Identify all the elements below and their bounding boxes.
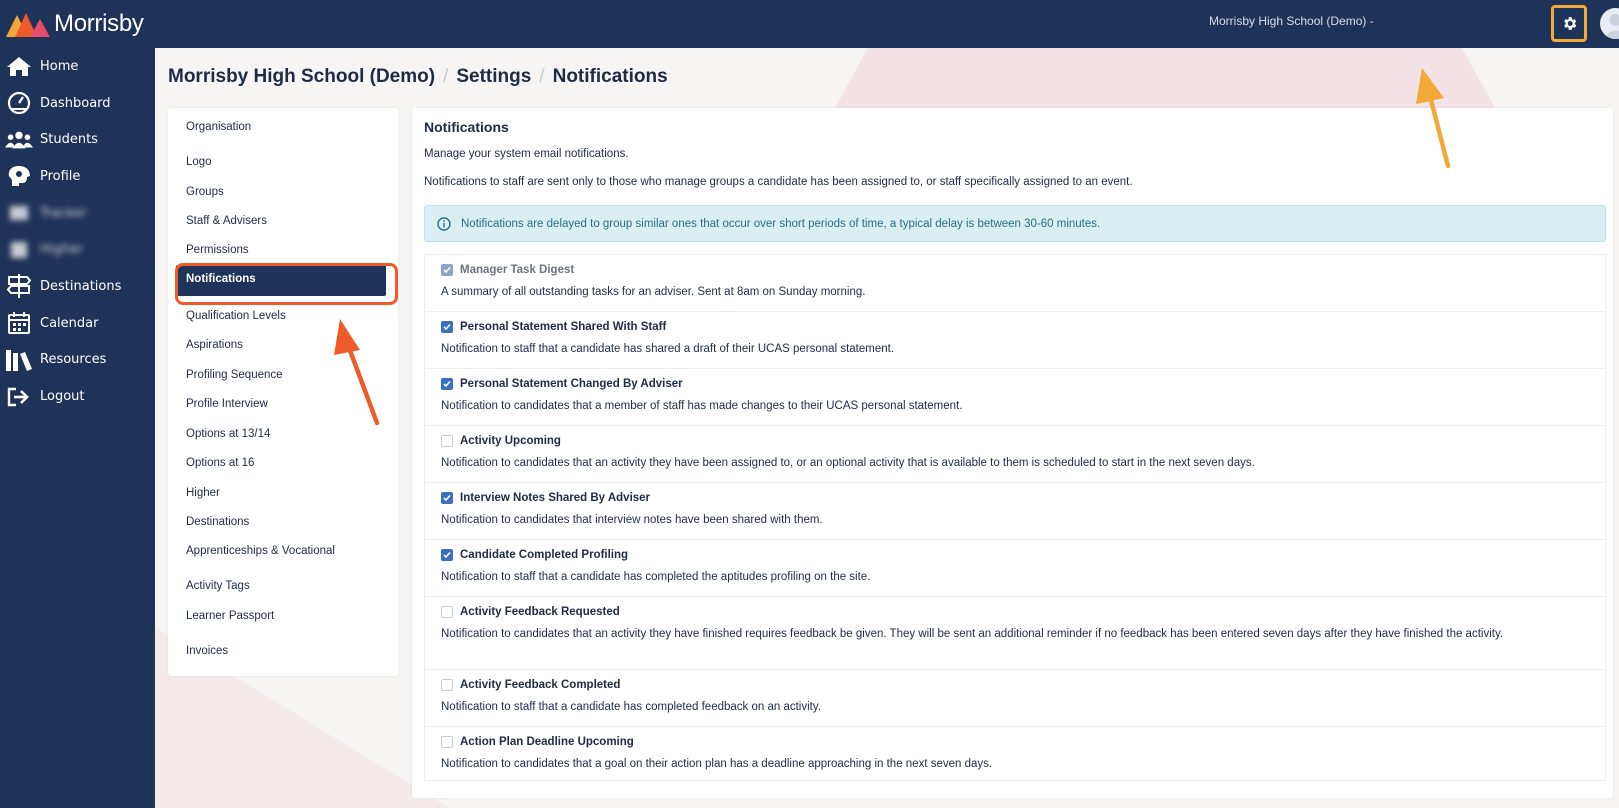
panel-note: Notifications to staff are sent only to those who manage groups a candidate has been assigned to, or staff specifically assigned to an event. bbox=[424, 176, 1133, 188]
signpost-icon bbox=[5, 274, 33, 298]
notification-checkbox[interactable] bbox=[441, 378, 453, 390]
notification-title: Activity Feedback Completed bbox=[460, 679, 621, 691]
dashboard-icon bbox=[5, 91, 33, 115]
nav-label: Calendar bbox=[40, 315, 99, 331]
notification-checkbox[interactable] bbox=[441, 549, 453, 561]
nav-label: Resources bbox=[40, 352, 107, 368]
top-bar bbox=[155, 0, 1619, 48]
nav-item-students[interactable] bbox=[0, 121, 155, 158]
books-icon bbox=[5, 348, 33, 372]
notification-title: Activity Feedback Requested bbox=[460, 606, 620, 618]
notification-description: Notification to staff that a candidate has completed feedback on an activity. bbox=[441, 701, 821, 713]
notification-item bbox=[425, 540, 1605, 597]
settings-item-profile-interview[interactable]: Profile Interview bbox=[186, 398, 268, 410]
breadcrumb-separator: / bbox=[443, 66, 449, 87]
nav-item-resources[interactable] bbox=[0, 342, 155, 379]
notifications-highlight-box bbox=[175, 263, 398, 305]
notification-title: Action Plan Deadline Upcoming bbox=[460, 736, 634, 748]
notification-list bbox=[424, 254, 1606, 781]
notification-title: Activity Upcoming bbox=[460, 435, 561, 447]
notification-description: Notification to candidates that a member of staff has made changes to their UCAS personal statement. bbox=[441, 400, 963, 412]
school-selector[interactable]: Morrisby High School (Demo) - bbox=[1209, 14, 1374, 28]
nav-label: Higher bbox=[40, 242, 84, 258]
notification-item bbox=[425, 483, 1605, 540]
students-icon bbox=[5, 128, 33, 152]
nav-item-destinations[interactable] bbox=[0, 268, 155, 305]
check-icon bbox=[443, 494, 451, 502]
settings-item-organisation[interactable]: Organisation bbox=[186, 121, 252, 133]
nav-label: Dashboard bbox=[40, 95, 111, 111]
settings-item-activity-tags[interactable]: Activity Tags bbox=[186, 580, 250, 592]
notification-item bbox=[425, 597, 1605, 670]
notification-item bbox=[425, 312, 1605, 369]
nav-item-dashboard[interactable] bbox=[0, 85, 155, 122]
notification-description: A summary of all outstanding tasks for an adviser. Sent at 8am on Sunday morning. bbox=[441, 286, 866, 298]
nav-label: Profile bbox=[40, 168, 81, 184]
notification-description: Notification to staff that a candidate has shared a draft of their UCAS personal statement. bbox=[441, 343, 895, 355]
breadcrumb-settings[interactable]: Settings bbox=[456, 66, 532, 87]
settings-item-options-13-14[interactable]: Options at 13/14 bbox=[186, 428, 271, 440]
settings-item-aspirations[interactable]: Aspirations bbox=[186, 339, 243, 351]
main-nav bbox=[0, 0, 155, 808]
panel-subtitle: Manage your system email notifications. bbox=[424, 148, 629, 160]
settings-item-staff-advisers[interactable]: Staff & Advisers bbox=[186, 215, 267, 227]
calendar-icon bbox=[5, 311, 33, 335]
nav-item-tracker[interactable] bbox=[0, 195, 155, 232]
nav-label: Students bbox=[40, 132, 98, 148]
notification-checkbox[interactable] bbox=[441, 606, 453, 618]
nav-item-logout[interactable] bbox=[0, 378, 155, 415]
profile-icon bbox=[5, 164, 33, 188]
notification-item bbox=[425, 670, 1605, 727]
notification-description: Notification to candidates that an activity they have finished requires feedback be given. They will be sent an additional reminder if no feedback has been entered seven days after they have finished the activity. bbox=[441, 628, 1504, 640]
breadcrumb-current: Notifications bbox=[552, 66, 668, 87]
logo-text: Morrisby bbox=[54, 10, 144, 37]
user-avatar-icon bbox=[1600, 8, 1619, 39]
notification-item bbox=[425, 727, 1605, 780]
logout-icon bbox=[5, 385, 33, 409]
settings-item-profiling-sequence[interactable]: Profiling Sequence bbox=[186, 369, 283, 381]
notification-title: Interview Notes Shared By Adviser bbox=[460, 492, 651, 504]
notification-description: Notification to candidates that interview notes have been shared with them. bbox=[441, 514, 823, 526]
breadcrumb bbox=[168, 66, 668, 88]
notification-checkbox[interactable] bbox=[441, 679, 453, 691]
home-icon bbox=[5, 54, 33, 78]
check-icon bbox=[443, 266, 451, 274]
nav-label: Logout bbox=[40, 389, 85, 405]
notification-checkbox[interactable] bbox=[441, 264, 453, 276]
morrisby-logo-icon bbox=[6, 11, 50, 37]
notification-item bbox=[425, 426, 1605, 483]
check-icon bbox=[443, 551, 451, 559]
settings-item-groups[interactable]: Groups bbox=[186, 186, 224, 198]
tracker-icon bbox=[5, 201, 33, 225]
info-alert bbox=[424, 205, 1606, 242]
settings-button[interactable] bbox=[1551, 5, 1587, 42]
nav-item-calendar[interactable] bbox=[0, 305, 155, 342]
info-icon bbox=[437, 217, 451, 231]
nav-item-profile[interactable] bbox=[0, 158, 155, 195]
breadcrumb-separator: / bbox=[539, 66, 545, 87]
settings-item-qualification-levels[interactable]: Qualification Levels bbox=[186, 310, 286, 322]
avatar[interactable] bbox=[1600, 8, 1619, 39]
breadcrumb-school[interactable]: Morrisby High School (Demo) bbox=[168, 66, 436, 87]
nav-label: Tracker bbox=[40, 205, 87, 221]
notification-checkbox[interactable] bbox=[441, 321, 453, 333]
settings-item-notifications[interactable]: Notifications bbox=[176, 265, 386, 296]
nav-item-home[interactable] bbox=[0, 48, 155, 85]
notification-checkbox[interactable] bbox=[441, 736, 453, 748]
notification-title: Manager Task Digest bbox=[460, 264, 575, 276]
settings-item-learner-passport[interactable]: Learner Passport bbox=[186, 610, 275, 622]
notification-checkbox[interactable] bbox=[441, 492, 453, 504]
notification-title: Personal Statement Changed By Adviser bbox=[460, 378, 683, 390]
yellow-arrow-icon bbox=[1408, 64, 1460, 170]
settings-item-invoices[interactable]: Invoices bbox=[186, 645, 229, 657]
notification-title: Personal Statement Shared With Staff bbox=[460, 321, 667, 333]
settings-item-destinations[interactable]: Destinations bbox=[186, 516, 250, 528]
settings-item-logo[interactable]: Logo bbox=[186, 156, 212, 168]
settings-item-higher[interactable]: Higher bbox=[186, 487, 220, 499]
settings-item-options-16[interactable]: Options at 16 bbox=[186, 457, 255, 469]
app-logo[interactable] bbox=[6, 8, 144, 40]
notification-description: Notification to candidates that a goal on their action plan has a deadline approaching in the next seven days. bbox=[441, 758, 993, 770]
orange-arrow-icon bbox=[330, 315, 390, 427]
notification-description: Notification to candidates that an activity they have been assigned to, or an optional activity that is available to them is scheduled to start in the next seven days. bbox=[441, 457, 1255, 469]
nav-label: Destinations bbox=[40, 278, 122, 294]
notification-description: Notification to staff that a candidate has completed the aptitudes profiling on the site. bbox=[441, 571, 871, 583]
panel-title: Notifications bbox=[424, 119, 509, 135]
nav-item-higher[interactable] bbox=[0, 231, 155, 268]
notification-checkbox[interactable] bbox=[441, 435, 453, 447]
settings-item-permissions[interactable]: Permissions bbox=[186, 244, 249, 256]
background-shape bbox=[835, 48, 1495, 108]
settings-item-apprenticeships[interactable]: Apprenticeships & Vocational bbox=[186, 545, 335, 557]
nav-label: Home bbox=[40, 58, 79, 74]
check-icon bbox=[443, 323, 451, 331]
gear-icon bbox=[1561, 15, 1578, 32]
notification-item bbox=[425, 255, 1605, 312]
check-icon bbox=[443, 380, 451, 388]
higher-icon bbox=[5, 238, 33, 262]
notification-item bbox=[425, 369, 1605, 426]
notification-title: Candidate Completed Profiling bbox=[460, 549, 629, 561]
info-text: Notifications are delayed to group similar ones that occur over short periods of time, a typical delay is between 30-60 minutes. bbox=[461, 217, 1101, 230]
notifications-panel bbox=[412, 108, 1613, 798]
